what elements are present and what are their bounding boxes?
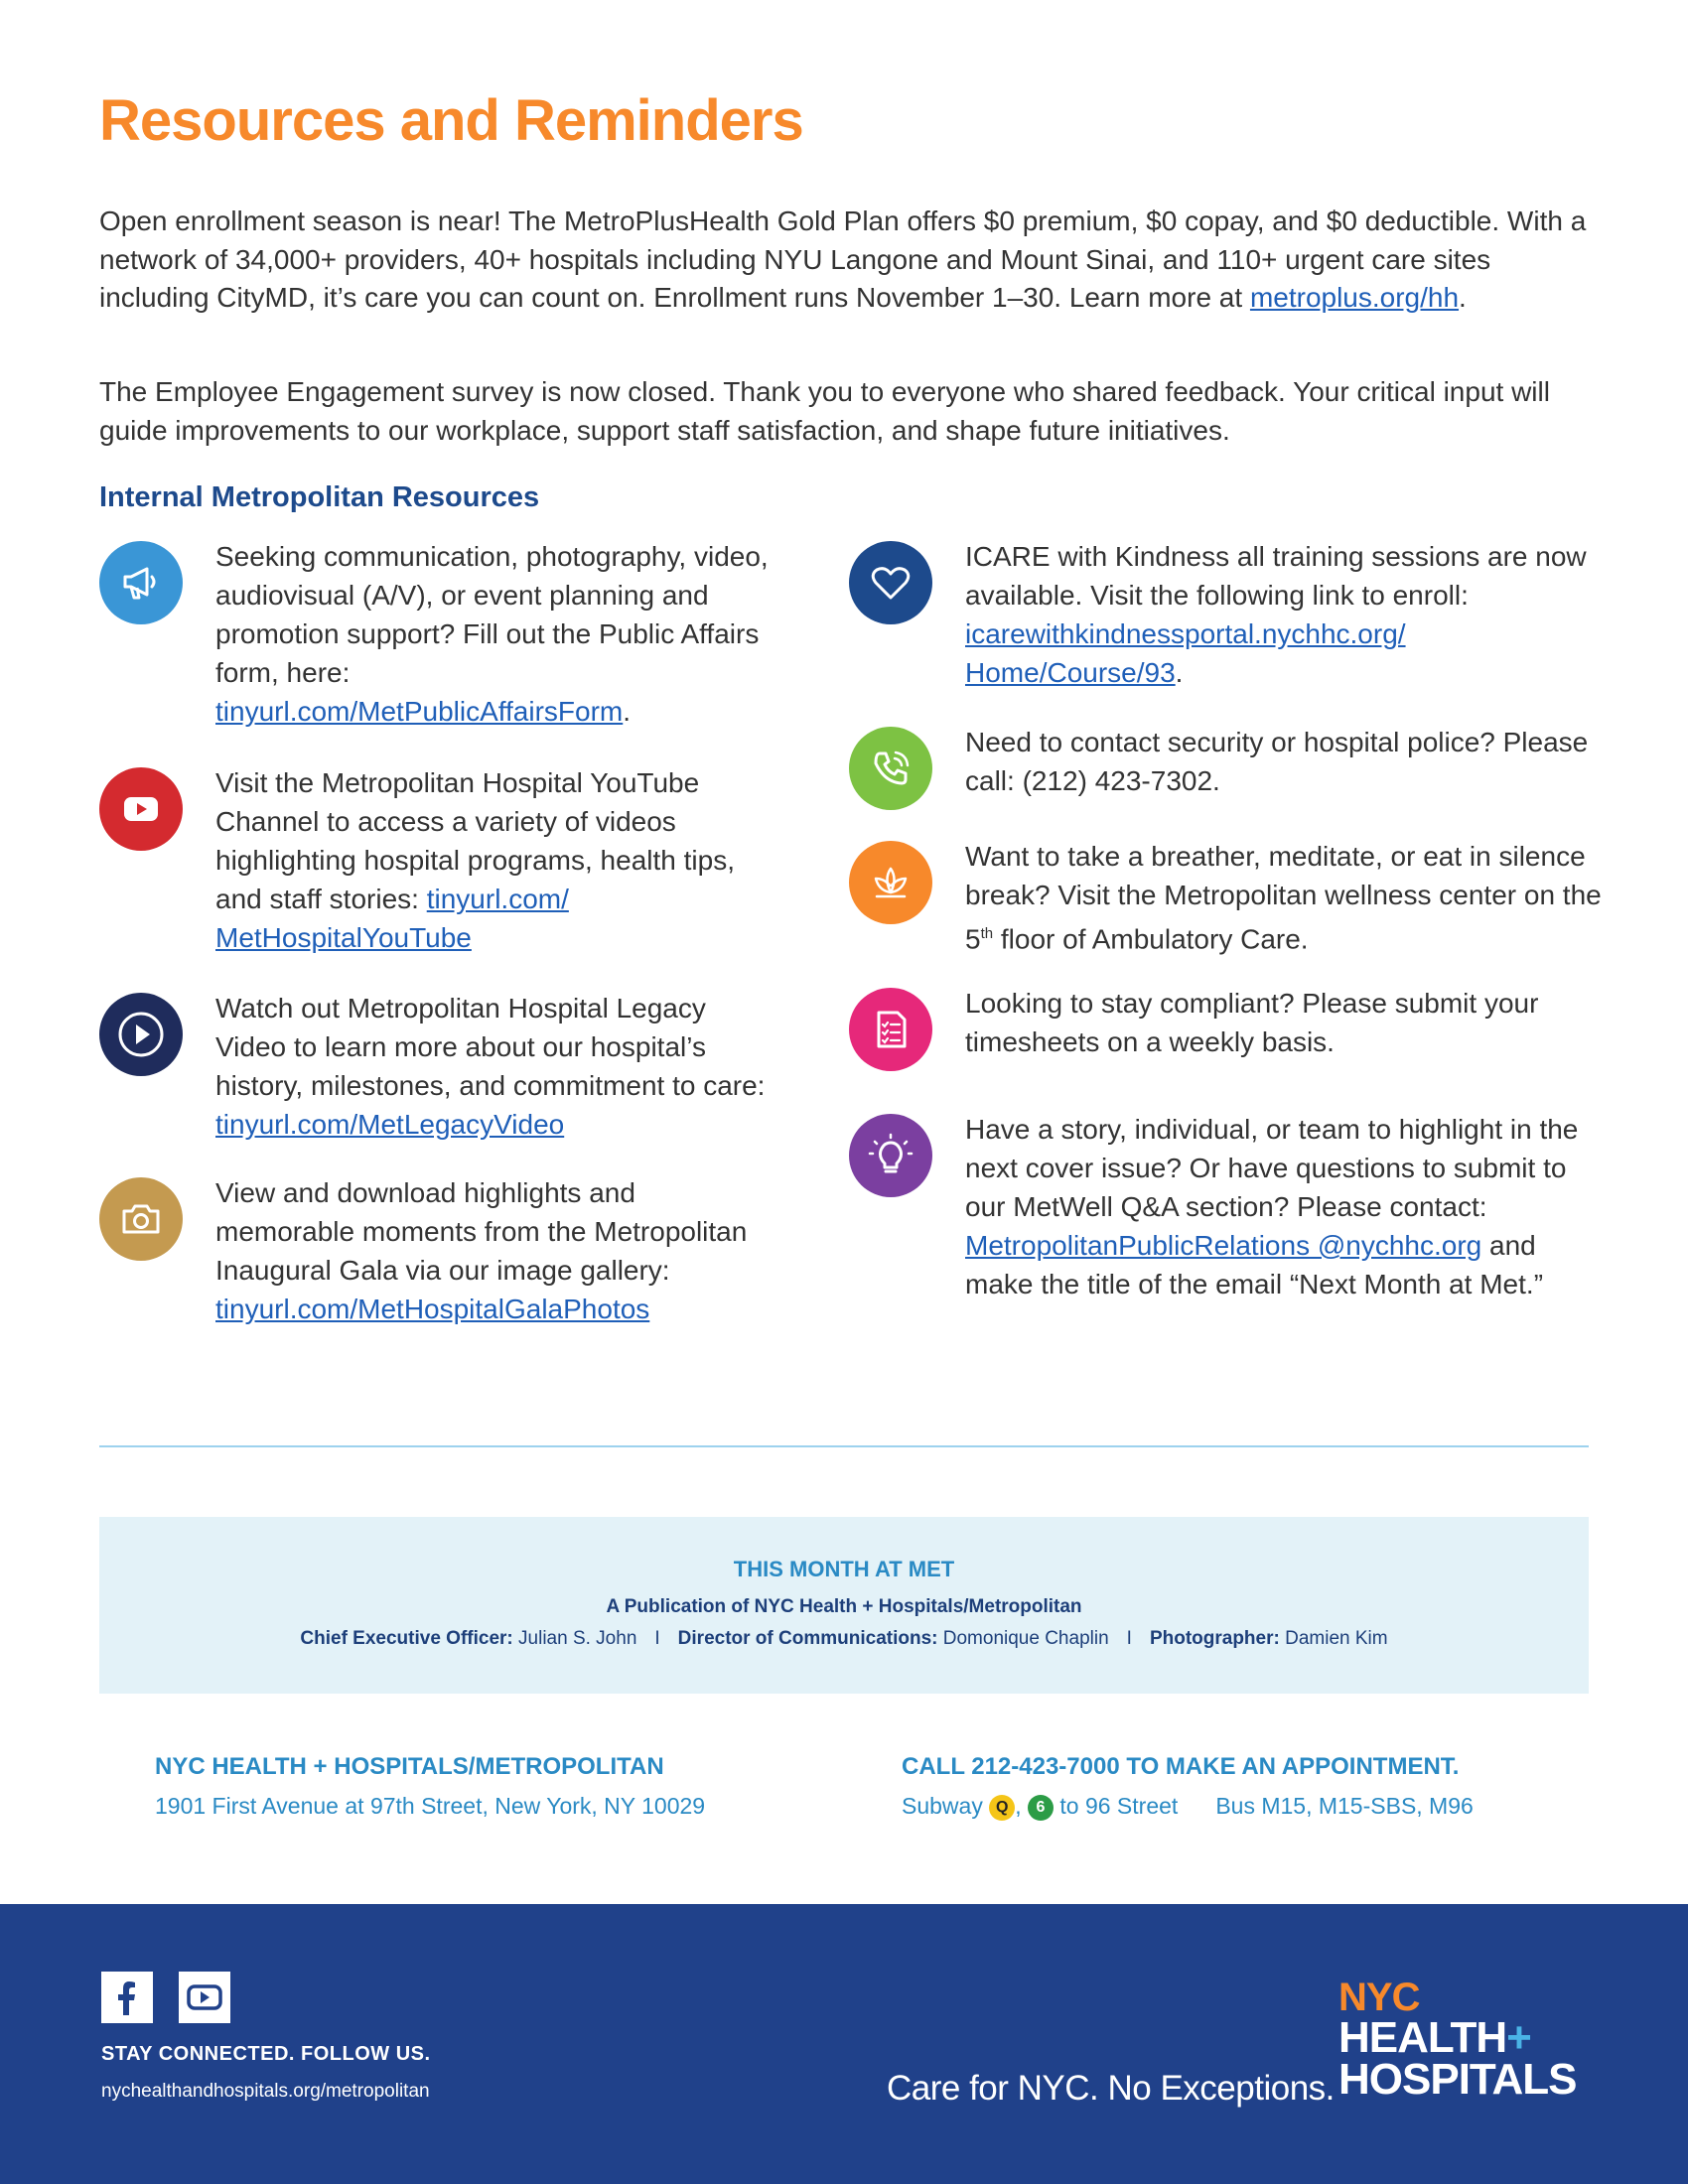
masthead-credits: Chief Executive Officer: Julian S. John I Director of Communications: Domonique Chaplin I Photographer: Damien Kim [300,1628,1388,1649]
camera-icon [99,1177,183,1261]
lightbulb-icon [849,1114,932,1197]
hospital-address: 1901 First Avenue at 97th Street, New York, NY 10029 [155,1793,706,1819]
icare-portal-link[interactable]: icarewithkindnessportal.nychhc.org/ Home/Course/93 [965,618,1406,688]
enrollment-end: . [1459,282,1467,313]
section-divider [99,1445,1589,1447]
nyc-health-hospitals-logo: NYC HEALTH+ HOSPITALS [1338,1976,1577,2104]
subway-q-badge: Q [989,1795,1015,1821]
youtube-icon [99,767,183,851]
public-affairs-form-link[interactable]: tinyurl.com/MetPublicAffairsForm [215,696,624,727]
heart-icon [849,541,932,624]
youtube-channel-link[interactable]: tinyurl.com/ MetHospitalYouTube [215,884,569,953]
tagline: Care for NYC. No Exceptions. [887,2069,1335,2108]
bus-info: Bus M15, M15-SBS, M96 [1215,1793,1474,1819]
resources-heading: Internal Metropolitan Resources [99,481,540,513]
gala-photos-text: View and download highlights and memorable moments from the Metropolitan Inaugural Gala via our image gallery: tinyurl.com/MetHospitalGalaPhotos [215,1177,748,1324]
icare-text: ICARE with Kindness all training sessions are now available. Visit the following link to enroll: icarewithkindnessportal.nychhc.org/ Home/Course/93. [965,541,1587,688]
security-text: Need to contact security or hospital police? Please call: (212) 423-7302. [965,727,1589,796]
hospital-name: NYC HEALTH + HOSPITALS/METROPOLITAN [155,1753,664,1780]
masthead-publication: A Publication of NYC Health + Hospitals/Metropolitan [606,1596,1082,1617]
phone-icon [849,727,932,810]
follow-us-text: STAY CONNECTED. FOLLOW US. [101,2043,431,2065]
survey-paragraph: The Employee Engagement survey is now closed. Thank you to everyone who shared feedback. Your critical input will guide improvements to our workplace, support staff satisfaction, and shape future initiatives. [99,376,1550,446]
checklist-icon [849,988,932,1071]
footer [0,1904,1688,2184]
masthead-box [99,1517,1589,1694]
masthead-title: THIS MONTH AT MET [733,1557,955,1581]
wellness-text: Want to take a breather, meditate, or eat in silence break? Visit the Metropolitan wellness center on the 5th floor of Ambulatory Care. [965,841,1602,955]
metroplus-link[interactable]: metroplus.org/hh [1249,282,1460,313]
subway-6-badge: 6 [1028,1795,1054,1821]
website-link[interactable]: nychealthandhospitals.org/metropolitan [101,2081,430,2102]
transit-info: Subway Q , 6 to 96 Street Bus M15, M15-SBS, M96 [902,1793,1474,1819]
public-relations-email-link[interactable]: MetropolitanPublicRelations @nychhc.org [965,1230,1482,1261]
youtube-social-icon[interactable] [179,1972,230,2023]
appointment-block [902,1753,1474,1821]
lotus-icon [849,841,932,924]
enrollment-text: Open enrollment season is near! The MetroPlusHealth Gold Plan offers $0 premium, $0 copay, and $0 deductible. With a network of 34,000+ providers, 40+ hospitals including NYU Langone and Mount Sinai, and 110+ urgent care sites including CityMD, it’s care you can count on. Enrollment runs November 1–30. Learn more at [99,205,1587,313]
appointment-phone: CALL 212-423-7000 TO MAKE AN APPOINTMENT. [902,1753,1460,1780]
facebook-icon[interactable] [101,1972,153,2023]
story-text: Have a story, individual, or team to highlight in the next cover issue? Or have questions to submit to our MetWell Q&A section? Please contact: MetropolitanPublicRelations @nychhc.org and make the title of the email “Next Month at Met.” [965,1114,1579,1299]
megaphone-icon [99,541,183,624]
hospital-address-block [155,1753,705,1820]
page-title: Resources and Reminders [99,88,803,153]
public-affairs-text: Seeking communication, photography, video, audiovisual (A/V), or event planning and promotion support? Fill out the Public Affairs form, here: tinyurl.com/MetPublicAffairsForm. [215,541,769,727]
legacy-video-text: Watch out Metropolitan Hospital Legacy Video to learn more about our hospital’s history, milestones, and commitment to care: tinyurl.com/MetLegacyVideo [215,993,766,1140]
enrollment-paragraph [99,203,1599,318]
gala-photos-link[interactable]: tinyurl.com/MetHospitalGalaPhotos [215,1294,650,1324]
timesheets-text: Looking to stay compliant? Please submit your timesheets on a weekly basis. [965,988,1539,1057]
youtube-text: Visit the Metropolitan Hospital YouTube Channel to access a variety of videos highlighting hospital programs, health tips, and staff stories: tinyurl.com/ MetHospitalYouTube [215,767,735,953]
play-icon [99,993,183,1076]
legacy-video-link[interactable]: tinyurl.com/MetLegacyVideo [215,1109,565,1140]
